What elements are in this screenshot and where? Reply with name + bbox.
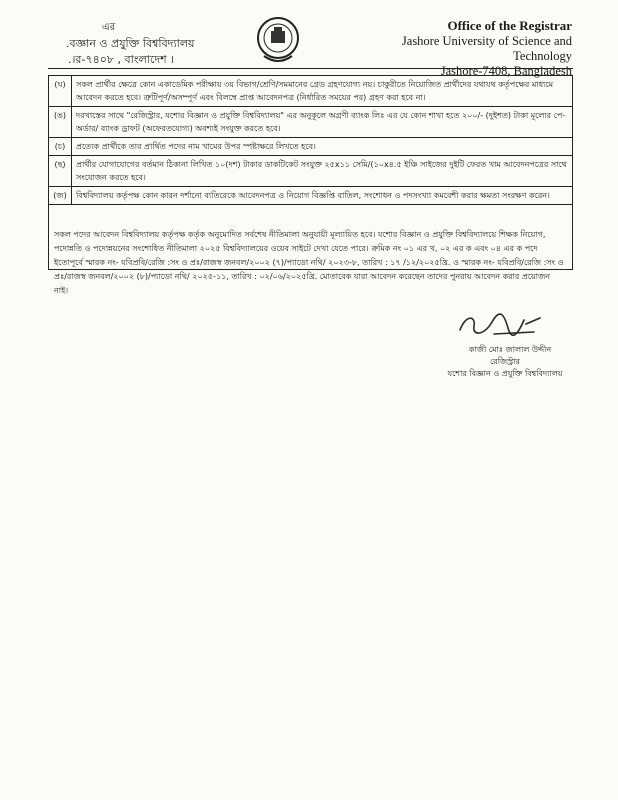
university-seal-logo xyxy=(256,16,300,68)
condition-number: (ছ) xyxy=(49,156,72,187)
university-address: Jashore-7408, Bangladesh xyxy=(440,64,572,78)
university-name-english: Jashore University of Science and Technology xyxy=(401,34,572,63)
office-title: Office of the Registrar xyxy=(447,18,572,33)
condition-number: (ঙ) xyxy=(49,107,72,138)
condition-text: দরখাস্তের সাথে "রেজিস্ট্রার, যশোর বিজ্ঞান ও প্রযুক্তি বিশ্ববিদ্যালয়" এর অনুকূলে অগ্রণী ব্যাংক লিঃ এর যে কোন শাখা হতে ২০০/- (দুইশত) টাকা মূল্যের পে-অর্ডার/ ব্যাংক ড্রাফট (অফেরতযোগ্য) অবশ্যই সংযুক্ত করতে হবে। xyxy=(72,107,573,138)
signer-organization: যশোর বিজ্ঞান ও প্রযুক্তি বিশ্ববিদ্যালয় xyxy=(447,369,563,378)
condition-text: সকল প্রার্থীর ক্ষেত্রে কোন একাডেমিক পরীক্ষায় ৩য় বিভাগ/শ্রেণি/সমমানের গ্রেড গ্রহণযোগ্য নয়। চাকুরীতে নিয়োজিত প্রার্থীদের যথাযথ কর্তৃপক্ষের মাধ্যমে আবেদন করতে হবে। ত্রুটিপূর্ণ/অসম্পূর্ণ এবং বিলম্বে প্রাপ্ত আবেদনপত্র (নির্ধারিত সময়ের পর) গ্রহণ করা হবে না। xyxy=(72,76,573,107)
table-row xyxy=(49,156,573,187)
header-left-line1: এর xyxy=(102,22,116,33)
registrar-signature xyxy=(454,310,544,342)
condition-text: প্রার্থীর যোগাযোগের বর্তমান ঠিকানা লিখিত ১০(দশ) টাকার ডাকটিকেট সংযুক্ত ২৫x১১ সেমি/(১০x৪.৫ ইঞ্চি সাইজের দুইটি ফেরত খাম আবেদনপত্রের সাথে সংযোজন করতে হবে। xyxy=(72,156,573,187)
condition-number: (জ) xyxy=(49,187,72,205)
condition-number: (ঘ) xyxy=(49,76,72,107)
condition-text: বিশ্ববিদ্যালয় কর্তৃপক্ষ কোন কারন দর্শানো ব্যতিরেকে আবেদনপত্র ও নিয়োগ বিজ্ঞপ্তি বাতিল, সংশোধন ও পদসংখ্যা কমবেশী করার ক্ষমতা সংরক্ষণ করেন। xyxy=(72,187,573,205)
conditions-table xyxy=(48,75,573,205)
table-row xyxy=(49,138,573,156)
signer-block xyxy=(430,344,580,380)
application-note: সকল পদের আবেদন বিশ্ববিদ্যালয় কর্তৃপক্ষ কর্তৃক অনুমোদিত সর্বশেষ নীতিমালা অনুযায়ী মূল্যায়িত হবে। যশোর বিজ্ঞান ও প্রযুক্তি বিশ্ববিদ্যালয়ে শিক্ষক নিয়োগ, পদোন্নতি ও পদোন্নয়নের সংশোধিত নীতিমালা ২০২৫ বিশ্ববিদ্যালয়ের ওয়েব সাইটে দেখা যেতে পারে। ক্রমিক নং ০১ এর খ, ০২ এর ক এবং ০৪ এর ক পদে ইতোপূর্বে স্মারক নং- যবিপ্রবি/রেজি :সং ও প্রঃ/রাজস্ব জনবল/২০০২ (৭)/প্যাডো নথি/ ২০২৩-৮, তারিখ : ১৭ /১২/২০২৫খ্রি. ও স্মারক নং- যবিপ্রবি/রেজি :সং ও প্রঃ/রাজস্ব জনবল/২০০২ (৮)/প্যাডো নথি/ ২০২৫-১১, তারিখ : ০২/০৬/২০২৫খ্রি. মোতাবেক যারা আবেদন করেছেন তাদের পুনরায় আবেদন করার প্রয়োজন নাই। xyxy=(54,230,564,295)
condition-text: প্রত্যেক প্রার্থীকে তার প্রার্থিত পদের নাম খামের উপর স্পষ্টাক্ষরে লিখতে হবে। xyxy=(72,138,573,156)
header-left-line2: .বজ্ঞান ও প্রযুক্তি বিশ্ববিদ্যালয় xyxy=(66,37,195,50)
signer-name: কাজী মোঃ জালাল উদ্দীন xyxy=(468,345,552,354)
signer-title: রেজিস্ট্রার xyxy=(490,357,520,366)
header-left-line3: .।র-৭৪০৮ , বাংলাদেশ । xyxy=(68,53,175,66)
office-header xyxy=(342,18,572,79)
table-row xyxy=(49,107,573,138)
table-row xyxy=(49,187,573,205)
table-row xyxy=(49,76,573,107)
header-divider xyxy=(48,68,573,69)
condition-number: (চ) xyxy=(49,138,72,156)
university-name-bangla xyxy=(66,20,195,68)
